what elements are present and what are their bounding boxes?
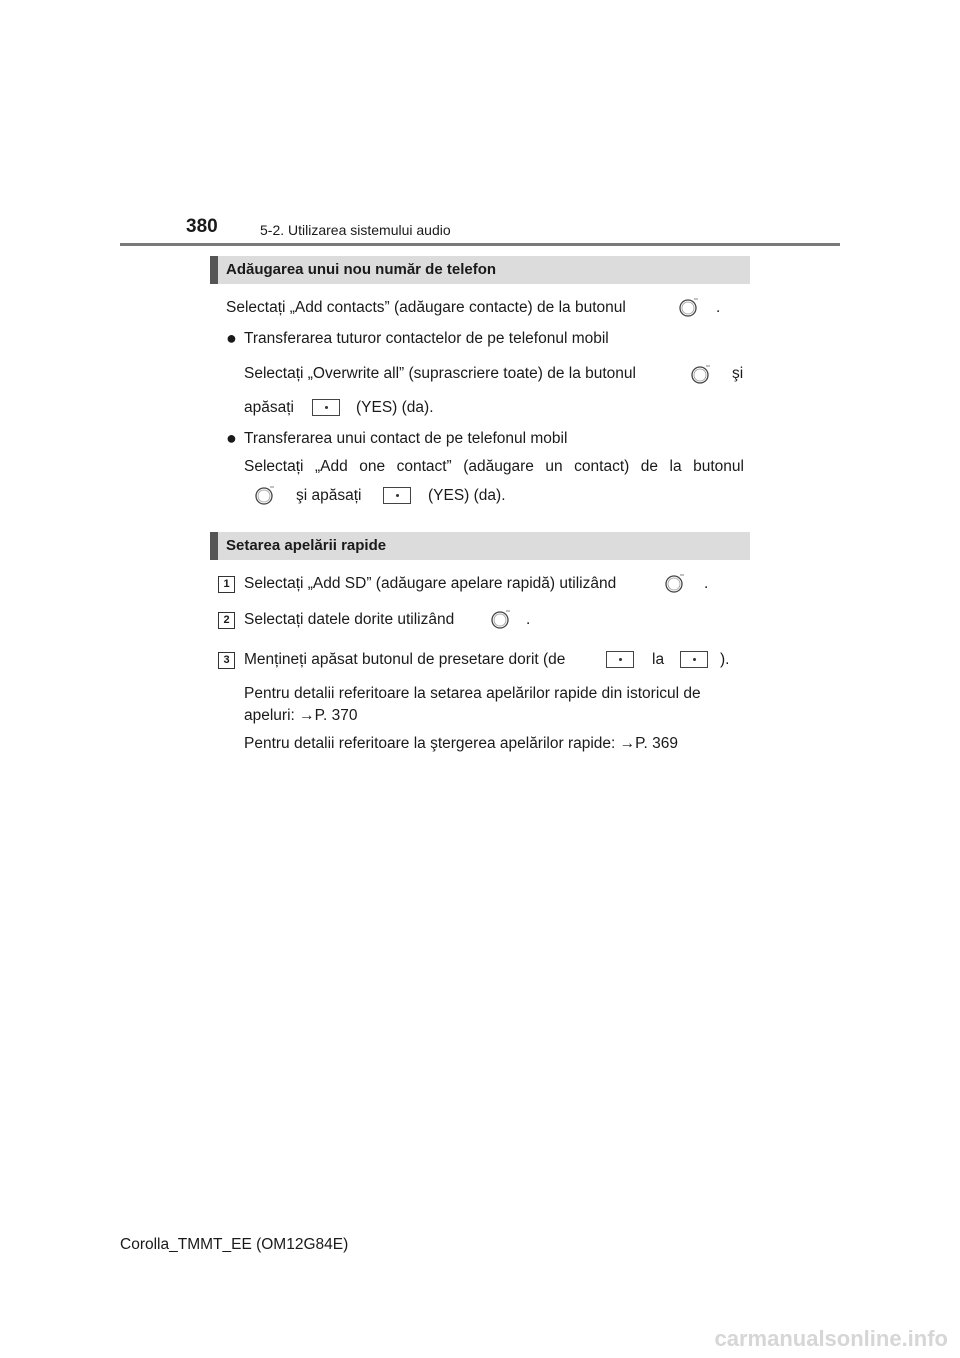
- preset-button-icon: [606, 651, 634, 668]
- bullet2-title: Transferarea unui contact de pe telefonul mobil: [244, 430, 568, 447]
- step-number: 3: [218, 652, 235, 669]
- watermark: carmanualsonline.info: [714, 1326, 948, 1351]
- preset-button-icon: [312, 399, 340, 416]
- bullet1-line2-end: (YES) (da).: [356, 399, 434, 416]
- step2-text: Selectați datele dorite utilizând: [244, 611, 455, 628]
- bullet-dot: ●: [226, 328, 237, 348]
- step2-end: .: [526, 611, 531, 628]
- section-title: 5-2. Utilizarea sistemului audio: [260, 222, 451, 238]
- bullet-dot: ●: [226, 428, 237, 448]
- bullet2-line2: şi apăsați: [296, 487, 362, 504]
- tune-knob-icon: [664, 572, 686, 594]
- preset-button-icon: [680, 651, 708, 668]
- bullet1-line1-end: şi: [732, 365, 744, 382]
- header-divider: [120, 243, 840, 246]
- step3-text: Mențineți apăsat butonul de presetare dorit (de: [244, 651, 566, 668]
- page-number: 380: [186, 216, 218, 237]
- step-number: 2: [218, 612, 235, 629]
- step3-mid: la: [652, 651, 665, 668]
- intro-text: Selectați „Add contacts” (adăugare contacte) de la butonul: [226, 299, 626, 316]
- tune-knob-icon: [678, 296, 700, 318]
- footer-model: Corolla_TMMT_EE (OM12G84E): [120, 1236, 349, 1253]
- step-number: 1: [218, 576, 235, 593]
- bullet2-line1: Selectați „Add one contact” (adăugare un contact) de la butonul: [244, 458, 744, 475]
- bullet2-line2-end: (YES) (da).: [428, 487, 506, 504]
- step3-end: ).: [720, 651, 730, 668]
- heading-speed-dial: [210, 532, 750, 560]
- intro-end: .: [716, 299, 721, 316]
- heading-speed-dial-text: Setarea apelării rapide: [226, 537, 387, 554]
- note1-line1: Pentru detalii referitoare la setarea apelărilor rapide din istoricul de: [244, 685, 701, 702]
- bullet1-line2: apăsați: [244, 399, 294, 416]
- tune-knob-icon: [690, 363, 712, 385]
- step1-text: Selectați „Add SD” (adăugare apelare rapidă) utilizând: [244, 575, 617, 592]
- step1-end: .: [704, 575, 709, 592]
- bullet1-title: Transferarea tuturor contactelor de pe telefonul mobil: [244, 330, 609, 347]
- heading-add-number: [210, 256, 750, 284]
- note2: Pentru detalii referitoare la ştergerea apelărilor rapide: →P. 369: [244, 735, 678, 752]
- tune-knob-icon: [254, 484, 276, 506]
- preset-button-icon: [383, 487, 411, 504]
- bullet1-line1: Selectați „Overwrite all” (suprascriere toate) de la butonul: [244, 365, 636, 382]
- note1-line2: apeluri: →P. 370: [244, 707, 358, 724]
- heading-add-number-text: Adăugarea unui nou număr de telefon: [226, 261, 497, 278]
- tune-knob-icon: [490, 608, 512, 630]
